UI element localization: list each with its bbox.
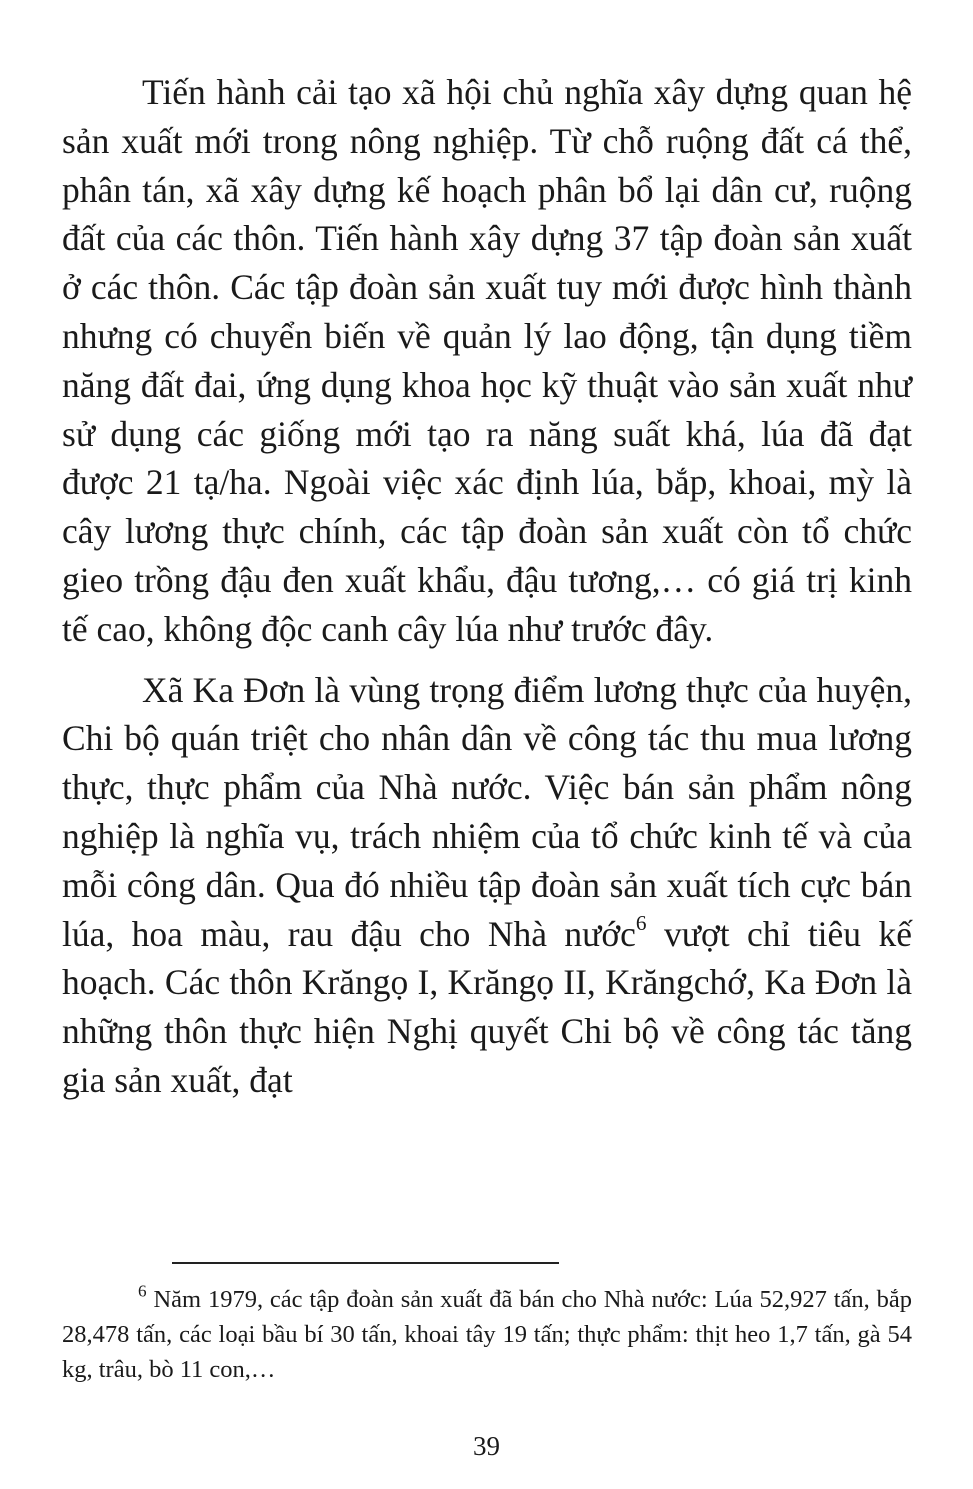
paragraph-1: Tiến hành cải tạo xã hội chủ nghĩa xây dựng quan hệ sản xuất mới trong nông nghiệp. Từ chỗ ruộng đất cá thể, phân tán, xã xây dựng kế hoạch phân bổ lại dân cư, ruộng đất của các thôn. Tiến hành xây dựng 37 tập đoàn sản xuất ở các thôn. Các tập đoàn sản xuất tuy mới được hình thành nhưng có chuyển biến về quản lý lao động, tận dụng tiềm năng đất đai, ứng dụng khoa học kỹ thuật vào sản xuất như sử dụng các giống mới tạo ra năng suất khá, lúa đã đạt được 21 tạ/ha. Ngoài việc xác định lúa, bắp, khoai, mỳ là cây lương thực chính, các tập đoàn sản xuất còn tổ chức gieo trồng đậu đen xuất khẩu, đậu tương,… có giá trị kinh tế cao, không độc canh cây lúa như trước đây.: [62, 72, 912, 649]
footnote: [62, 1282, 912, 1387]
paragraph-2-text-after-note: vượt chỉ tiêu kế hoạch. Các thôn Krăngọ I, Krăngọ II, Krăngchớ, Ka Đơn là những thôn thực hiện Nghị quyết Chi bộ về công tác tăng gia sản xuất, đạt: [62, 913, 912, 1100]
footnote-text: Năm 1979, các tập đoàn sản xuất đã bán cho Nhà nước: Lúa 52,927 tấn, bắp 28,478 tấn, các loại bầu bí 30 tấn, khoai tây 19 tấn; thực phẩm: thịt heo 1,7 tấn, gà 54 kg, trâu, bò 11 con,…: [62, 1286, 912, 1383]
footnote-reference: 6: [635, 910, 647, 935]
footnote-separator: [172, 1262, 559, 1264]
body-text: [62, 68, 912, 1105]
footnote-number: 6: [138, 1281, 147, 1301]
page-number: 39: [473, 1431, 500, 1461]
paragraph-2: [62, 666, 912, 1105]
paragraph-2-text-before-note: Xã Ka Đơn là vùng trọng điểm lương thực của huyện, Chi bộ quán triệt cho nhân dân về công tác thu mua lương thực, thực phẩm của Nhà nước. Việc bán sản phẩm nông nghiệp là nghĩa vụ, trách nhiệm của tổ chức kinh tế và của mỗi công dân. Qua đó nhiều tập đoàn sản xuất tích cực bán lúa, hoa màu, rau đậu cho Nhà nước: [62, 669, 912, 954]
